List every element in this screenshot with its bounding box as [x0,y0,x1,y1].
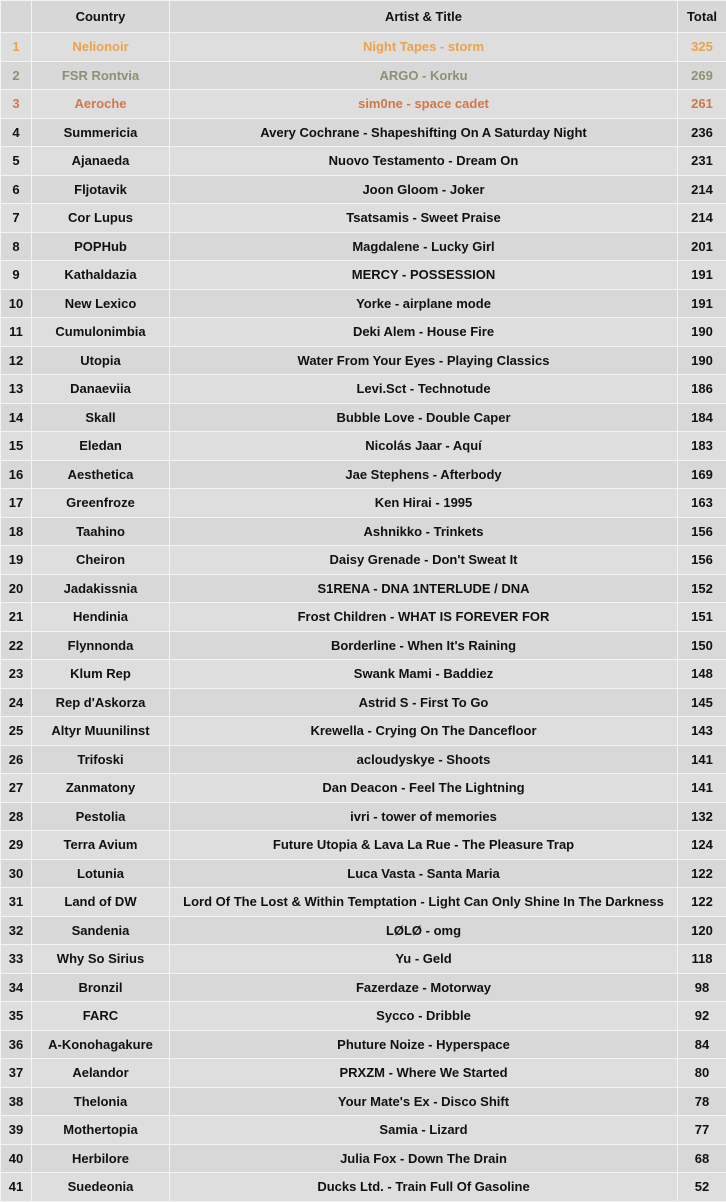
country-cell: Rep d'Askorza [32,688,170,717]
country-cell: Sandenia [32,916,170,945]
table-row [1,232,726,261]
total-cell: 84 [678,1030,726,1059]
rank-cell: 32 [1,916,32,945]
total-cell: 184 [678,403,726,432]
artist-title-cell: Yu - Geld [170,945,678,974]
artist-title-cell: Ducks Ltd. - Train Full Of Gasoline [170,1173,678,1202]
total-cell: 156 [678,546,726,575]
artist-title-cell: ARGO - Korku [170,61,678,90]
total-cell: 52 [678,1173,726,1202]
rank-cell: 31 [1,888,32,917]
table-row [1,1144,726,1173]
country-cell: Summericia [32,118,170,147]
rank-cell: 5 [1,147,32,176]
table-row [1,289,726,318]
artist-title-cell: Deki Alem - House Fire [170,318,678,347]
rank-cell: 1 [1,33,32,62]
country-cell: Nelionoir [32,33,170,62]
total-cell: 214 [678,204,726,233]
country-cell: Taahino [32,517,170,546]
total-cell: 132 [678,802,726,831]
country-cell: Suedeonia [32,1173,170,1202]
country-cell: Jadakissnia [32,574,170,603]
total-cell: 78 [678,1087,726,1116]
total-cell: 231 [678,147,726,176]
rank-cell: 14 [1,403,32,432]
table-row [1,403,726,432]
rank-cell: 26 [1,745,32,774]
country-cell: Hendinia [32,603,170,632]
total-cell: 186 [678,375,726,404]
table-row [1,1059,726,1088]
artist-title-cell: Water From Your Eyes - Playing Classics [170,346,678,375]
artist-title-cell: Ken Hirai - 1995 [170,489,678,518]
country-cell: Terra Avium [32,831,170,860]
rank-cell: 39 [1,1116,32,1145]
total-cell: 143 [678,717,726,746]
country-cell: FARC [32,1002,170,1031]
rank-cell: 7 [1,204,32,233]
total-cell: 124 [678,831,726,860]
country-cell: Lotunia [32,859,170,888]
artist-title-cell: MERCY - POSSESSION [170,261,678,290]
total-cell: 261 [678,90,726,119]
table-body [1,33,726,1202]
rank-cell: 17 [1,489,32,518]
table-row [1,802,726,831]
rank-cell: 24 [1,688,32,717]
table-row [1,517,726,546]
artist-title-cell: S1RENA - DNA 1NTERLUDE / DNA [170,574,678,603]
country-cell: Aeroche [32,90,170,119]
artist-title-cell: Avery Cochrane - Shapeshifting On A Saturday Night [170,118,678,147]
table-row [1,261,726,290]
table-row [1,1173,726,1202]
rank-cell: 38 [1,1087,32,1116]
total-cell: 214 [678,175,726,204]
table-row [1,375,726,404]
total-cell: 118 [678,945,726,974]
table-row [1,916,726,945]
table-row [1,831,726,860]
rank-cell: 22 [1,631,32,660]
artist-title-cell: Daisy Grenade - Don't Sweat It [170,546,678,575]
country-cell: Pestolia [32,802,170,831]
country-cell: FSR Rontvia [32,61,170,90]
total-cell: 148 [678,660,726,689]
table-row [1,1087,726,1116]
artist-title-cell: Fazerdaze - Motorway [170,973,678,1002]
rank-cell: 41 [1,1173,32,1202]
table-row [1,546,726,575]
rank-cell: 12 [1,346,32,375]
country-cell: Kathaldazia [32,261,170,290]
total-cell: 151 [678,603,726,632]
country-cell: Land of DW [32,888,170,917]
country-cell: Bronzil [32,973,170,1002]
total-cell: 191 [678,289,726,318]
table-row [1,574,726,603]
artist-title-cell: Jae Stephens - Afterbody [170,460,678,489]
table-row [1,631,726,660]
total-cell: 236 [678,118,726,147]
artist-title-cell: Swank Mami - Baddiez [170,660,678,689]
country-cell: Fljotavik [32,175,170,204]
artist-title-cell: Levi.Sct - Technotude [170,375,678,404]
artist-title-cell: Night Tapes - storm [170,33,678,62]
total-cell: 120 [678,916,726,945]
artist-title-cell: Nicolás Jaar - Aquí [170,432,678,461]
artist-title-cell: Bubble Love - Double Caper [170,403,678,432]
country-cell: Eledan [32,432,170,461]
country-cell: Altyr Muunilinst [32,717,170,746]
total-cell: 183 [678,432,726,461]
table-row [1,888,726,917]
table-row [1,147,726,176]
artist-title-cell: Ashnikko - Trinkets [170,517,678,546]
total-cell: 201 [678,232,726,261]
table-row [1,1116,726,1145]
artist-title-cell: Lord Of The Lost & Within Temptation - Light Can Only Shine In The Darkness [170,888,678,917]
table-row [1,318,726,347]
country-cell: Cheiron [32,546,170,575]
rank-cell: 33 [1,945,32,974]
rank-cell: 23 [1,660,32,689]
table-row [1,603,726,632]
table-row [1,460,726,489]
rank-cell: 18 [1,517,32,546]
total-cell: 68 [678,1144,726,1173]
country-cell: A-Konohagakure [32,1030,170,1059]
rank-cell: 15 [1,432,32,461]
table-row [1,175,726,204]
rank-cell: 21 [1,603,32,632]
total-cell: 80 [678,1059,726,1088]
artist-title-cell: Future Utopia & Lava La Rue - The Pleasure Trap [170,831,678,860]
country-cell: Skall [32,403,170,432]
header-row [1,1,726,33]
country-cell: Cumulonimbia [32,318,170,347]
table-row [1,774,726,803]
rank-cell: 11 [1,318,32,347]
table-row [1,688,726,717]
rank-cell: 3 [1,90,32,119]
country-cell: Ajanaeda [32,147,170,176]
total-cell: 190 [678,318,726,347]
rank-cell: 27 [1,774,32,803]
rank-cell: 9 [1,261,32,290]
header-country: Country [32,1,170,33]
total-cell: 269 [678,61,726,90]
total-cell: 150 [678,631,726,660]
total-cell: 325 [678,33,726,62]
artist-title-cell: Yorke - airplane mode [170,289,678,318]
country-cell: Why So Sirius [32,945,170,974]
total-cell: 190 [678,346,726,375]
table-row [1,945,726,974]
total-cell: 169 [678,460,726,489]
table-row [1,717,726,746]
artist-title-cell: Dan Deacon - Feel The Lightning [170,774,678,803]
country-cell: Utopia [32,346,170,375]
rank-cell: 29 [1,831,32,860]
total-cell: 141 [678,774,726,803]
artist-title-cell: Frost Children - WHAT IS FOREVER FOR [170,603,678,632]
total-cell: 122 [678,859,726,888]
rank-cell: 4 [1,118,32,147]
country-cell: Aesthetica [32,460,170,489]
table-row [1,973,726,1002]
artist-title-cell: Samia - Lizard [170,1116,678,1145]
table-row [1,660,726,689]
country-cell: New Lexico [32,289,170,318]
rank-cell: 40 [1,1144,32,1173]
rank-cell: 10 [1,289,32,318]
artist-title-cell: sim0ne - space cadet [170,90,678,119]
artist-title-cell: Borderline - When It's Raining [170,631,678,660]
country-cell: Cor Lupus [32,204,170,233]
table-row [1,118,726,147]
rank-cell: 8 [1,232,32,261]
rank-cell: 30 [1,859,32,888]
country-cell: Greenfroze [32,489,170,518]
artist-title-cell: LØLØ - omg [170,916,678,945]
rank-cell: 20 [1,574,32,603]
total-cell: 122 [678,888,726,917]
country-cell: Danaeviia [32,375,170,404]
rank-cell: 36 [1,1030,32,1059]
artist-title-cell: Astrid S - First To Go [170,688,678,717]
table-row [1,859,726,888]
country-cell: Trifoski [32,745,170,774]
table-row [1,204,726,233]
table-row [1,1002,726,1031]
table-header [1,1,726,33]
artist-title-cell: Tsatsamis - Sweet Praise [170,204,678,233]
table-row [1,489,726,518]
header-total: Total [678,1,726,33]
rank-cell: 25 [1,717,32,746]
country-cell: Thelonia [32,1087,170,1116]
total-cell: 152 [678,574,726,603]
total-cell: 77 [678,1116,726,1145]
table-row [1,33,726,62]
table-row [1,745,726,774]
rank-cell: 19 [1,546,32,575]
artist-title-cell: Phuture Noize - Hyperspace [170,1030,678,1059]
rank-cell: 28 [1,802,32,831]
artist-title-cell: PRXZM - Where We Started [170,1059,678,1088]
total-cell: 191 [678,261,726,290]
country-cell: Aelandor [32,1059,170,1088]
total-cell: 92 [678,1002,726,1031]
table-row [1,346,726,375]
total-cell: 163 [678,489,726,518]
total-cell: 98 [678,973,726,1002]
rank-cell: 37 [1,1059,32,1088]
rank-cell: 35 [1,1002,32,1031]
artist-title-cell: Magdalene - Lucky Girl [170,232,678,261]
table-row [1,1030,726,1059]
country-cell: Herbilore [32,1144,170,1173]
country-cell: POPHub [32,232,170,261]
country-cell: Klum Rep [32,660,170,689]
rank-cell: 13 [1,375,32,404]
rank-cell: 6 [1,175,32,204]
total-cell: 141 [678,745,726,774]
total-cell: 156 [678,517,726,546]
artist-title-cell: Joon Gloom - Joker [170,175,678,204]
artist-title-cell: ivri - tower of memories [170,802,678,831]
table-row [1,61,726,90]
artist-title-cell: Sycco - Dribble [170,1002,678,1031]
table-row [1,432,726,461]
rank-cell: 2 [1,61,32,90]
rank-cell: 34 [1,973,32,1002]
total-cell: 145 [678,688,726,717]
table-row [1,90,726,119]
artist-title-cell: Krewella - Crying On The Dancefloor [170,717,678,746]
header-artist-title: Artist & Title [170,1,678,33]
artist-title-cell: Your Mate's Ex - Disco Shift [170,1087,678,1116]
artist-title-cell: Luca Vasta - Santa Maria [170,859,678,888]
rank-cell: 16 [1,460,32,489]
country-cell: Flynnonda [32,631,170,660]
artist-title-cell: acloudyskye - Shoots [170,745,678,774]
country-cell: Mothertopia [32,1116,170,1145]
header-rank [1,1,32,33]
artist-title-cell: Julia Fox - Down The Drain [170,1144,678,1173]
artist-title-cell: Nuovo Testamento - Dream On [170,147,678,176]
country-cell: Zanmatony [32,774,170,803]
